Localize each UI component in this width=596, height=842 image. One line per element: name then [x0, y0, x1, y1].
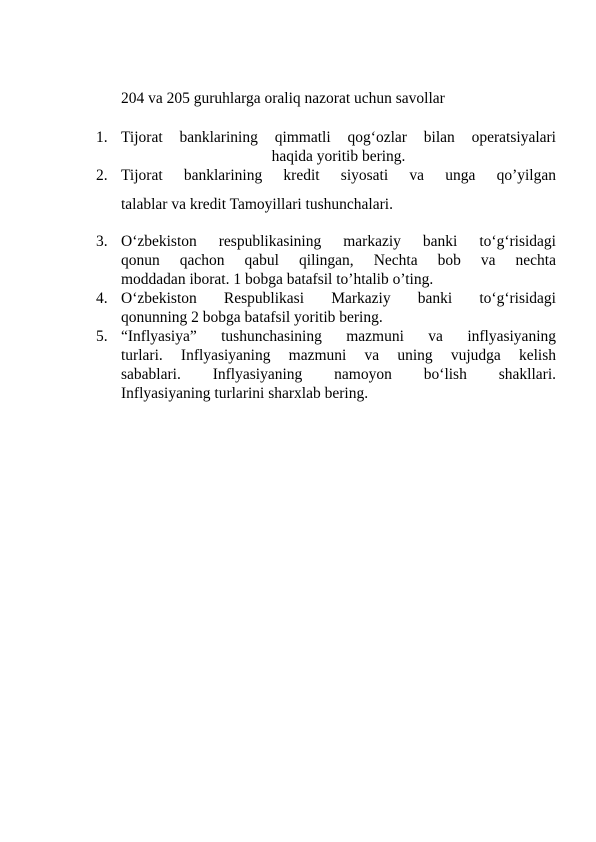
question-item-3 [96, 232, 556, 289]
question-line: talablar va kredit Tamoyillari tushunchalari. [121, 196, 393, 213]
question-line: Tijorat banklarining kredit siyosati va unga qo’yilgan [121, 167, 556, 184]
question-line: haqida yoritib bering. [271, 148, 406, 165]
question-text [121, 327, 556, 403]
question-text [121, 289, 556, 327]
question-number: 4. [96, 290, 108, 307]
question-line: Inflyasiyaning turlarini sharxlab bering. [121, 385, 369, 402]
question-line: qonunning 2 bobga batafsil yoritib bering. [121, 309, 383, 326]
question-text [121, 128, 556, 166]
question-text [121, 232, 556, 289]
question-number: 2. [96, 167, 108, 184]
question-line: turlari. Inflyasiyaning mazmuni va uning vujudga kelish [121, 347, 556, 364]
question-item-4 [96, 289, 556, 327]
question-item-5 [96, 327, 556, 403]
question-line: O‘zbekiston respublikasining markaziy banki to‘g‘risidagi [121, 233, 556, 250]
question-line: moddadan iborat. 1 bobga batafsil to’htalib o’ting. [121, 271, 434, 288]
question-line: qonun qachon qabul qilingan, Nechta bob va nechta [121, 252, 556, 269]
question-line: “Inflyasiya” tushunchasining mazmuni va inflyasiyaning [121, 328, 556, 345]
question-item-2 [96, 166, 556, 214]
question-number: 3. [96, 233, 108, 250]
question-number: 1. [96, 129, 108, 146]
question-line: sabablari. Inflyasiyaning namoyon bo‘lish shakllari. [121, 366, 556, 383]
question-text [121, 166, 556, 214]
question-item-1 [96, 128, 556, 166]
question-line: Tijorat banklarining qimmatli qog‘ozlar bilan operatsiyalari [121, 129, 556, 146]
document-title: 204 va 205 guruhlarga oraliq nazorat uchun savollar [121, 90, 445, 107]
question-line: O‘zbekiston Respublikasi Markaziy banki to‘g‘risidagi [121, 290, 556, 307]
question-number: 5. [96, 328, 108, 345]
